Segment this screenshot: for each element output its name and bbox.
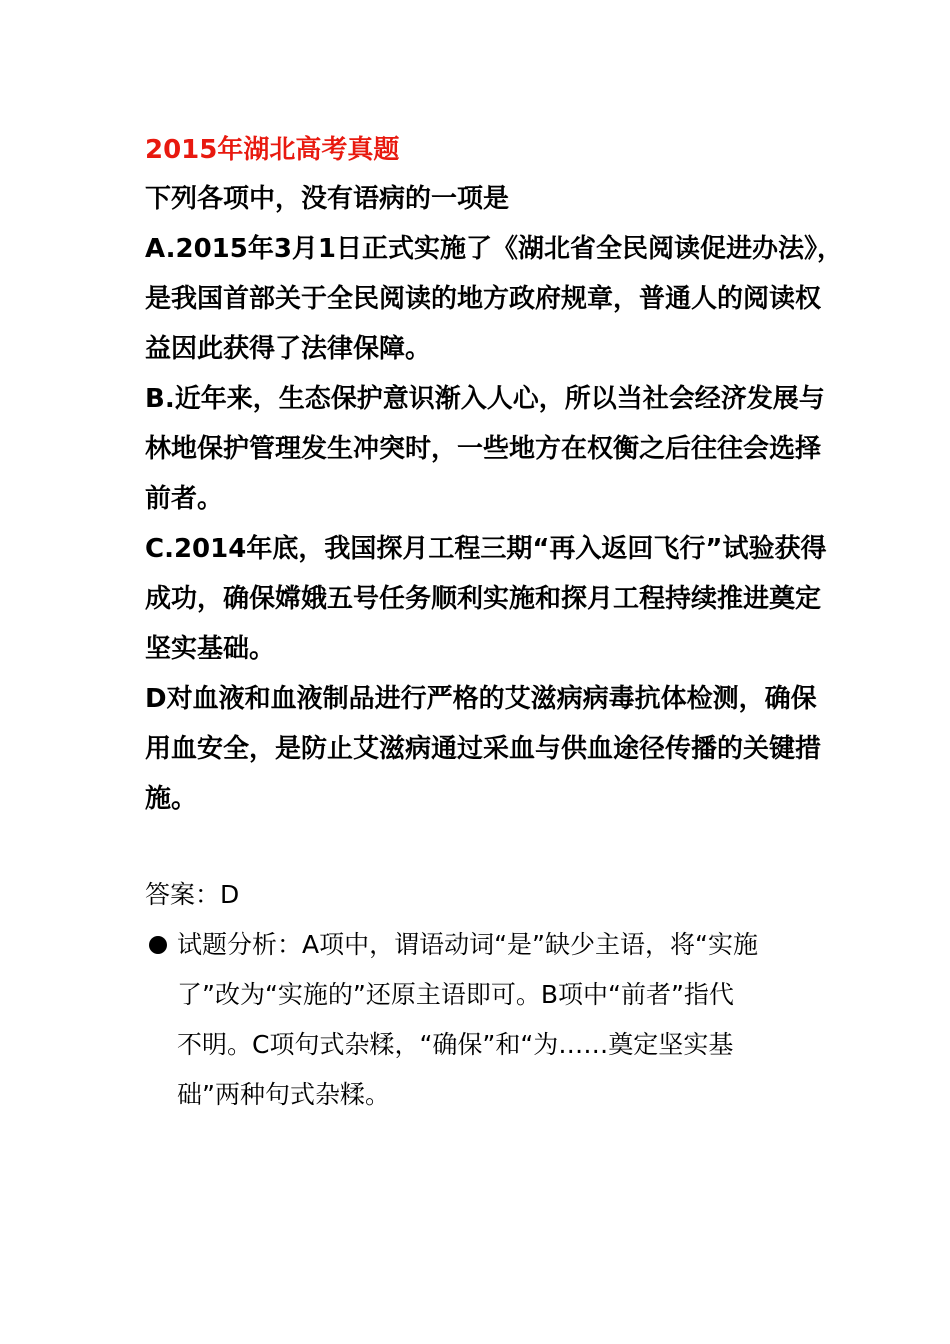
- analysis-line: 了”改为“实施的”还原主语即可。B项中“前者”指代: [177, 980, 734, 1009]
- option-b-line: B.近年来，生态保护意识渐入人心，所以当社会经济发展与: [145, 384, 825, 414]
- option-d-line: D对血液和血液制品进行严格的艾滋病病毒抗体检测，确保: [145, 684, 817, 714]
- question-text: 下列各项中，没有语病的一项是: [145, 184, 510, 214]
- option-b-line: 前者。: [145, 484, 224, 514]
- option-d-line: 用血安全，是防止艾滋病通过采血与供血途径传播的关键措: [145, 734, 822, 764]
- option-c-line: C.2014年底，我国探月工程三期“再入返回飞行”试验获得: [145, 534, 827, 564]
- option-d: [145, 674, 822, 824]
- option-a: [145, 224, 844, 374]
- option-c: [145, 524, 827, 674]
- analysis-line: 不明。C项句式杂糅，“确保”和“为……奠定坚实基: [177, 1030, 734, 1059]
- option-a-line: 益因此获得了法律保障。: [145, 334, 432, 364]
- question-stem: [145, 174, 815, 224]
- analysis-text: [177, 920, 758, 1120]
- option-b-line: 林地保护管理发生冲突时，一些地方在权衡之后往往会选择: [145, 434, 822, 464]
- answer-line: 答案：D: [145, 880, 240, 909]
- analysis-line: 试题分析：A项中，谓语动词“是”缺少主语，将“实施: [177, 930, 758, 959]
- option-c-line: 成功，确保嫦娥五号任务顺利实施和探月工程持续推进奠定: [145, 584, 822, 614]
- option-d-line: 施。: [145, 784, 198, 814]
- bullet-icon: [149, 936, 167, 954]
- page-title: 2015年湖北高考真题: [145, 135, 400, 165]
- option-a-line: A.2015年3月1日正式实施了《湖北省全民阅读促进办法》，: [145, 234, 844, 264]
- option-a-line: 是我国首部关于全民阅读的地方政府规章，普通人的阅读权: [145, 284, 822, 314]
- option-b: [145, 374, 825, 524]
- option-c-line: 坚实基础。: [145, 634, 276, 664]
- analysis-line: 础”两种句式杂糅。: [177, 1080, 390, 1109]
